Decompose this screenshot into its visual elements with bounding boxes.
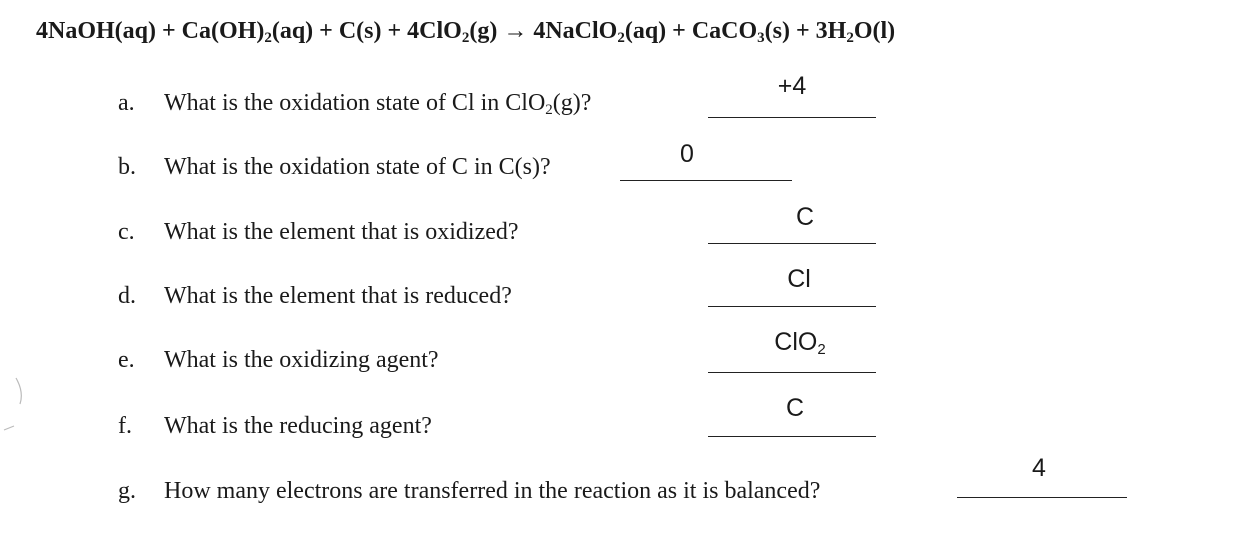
question-g: g. How many electrons are transferred in the reaction as it is balanced? bbox=[118, 478, 821, 504]
answer-line-a bbox=[708, 117, 876, 118]
question-b: b. What is the oxidation state of C in C(s)? bbox=[118, 154, 551, 180]
question-d: d. What is the element that is reduced? bbox=[118, 283, 512, 309]
reaction-arrow: → bbox=[503, 18, 528, 44]
answer-line-g bbox=[957, 497, 1127, 498]
question-f: f. What is the reducing agent? bbox=[118, 413, 432, 439]
answer-e: ClO$_2$ bbox=[774, 328, 826, 358]
answer-g: 4 bbox=[1032, 454, 1046, 482]
answer-line-f bbox=[708, 436, 876, 437]
question-e: e. What is the oxidizing agent? bbox=[118, 347, 439, 373]
answer-line-d bbox=[708, 306, 876, 307]
question-a: a. What is the oxidation state of Cl in ClO$_2$(g)? bbox=[118, 90, 592, 118]
answer-line-b bbox=[620, 180, 792, 181]
answer-c: C bbox=[795, 203, 815, 231]
answer-b: 0 bbox=[680, 140, 694, 168]
answer-d: Cl bbox=[787, 265, 811, 293]
answer-f: C bbox=[785, 394, 805, 422]
scan-mark bbox=[0, 370, 40, 440]
answer-a: +4 bbox=[777, 72, 807, 100]
answer-line-e bbox=[708, 372, 876, 373]
question-c: c. What is the element that is oxidized? bbox=[118, 219, 519, 245]
chemical-equation: 4NaOH(aq) + $Ca(OH)_2(aq) + C(s) + 4ClO_2(g)$ → 4NaClO$_2$(aq) + CaCO$_3$(s) + $3H_2O(l)$ bbox=[36, 18, 896, 46]
answer-line-c bbox=[708, 243, 876, 244]
